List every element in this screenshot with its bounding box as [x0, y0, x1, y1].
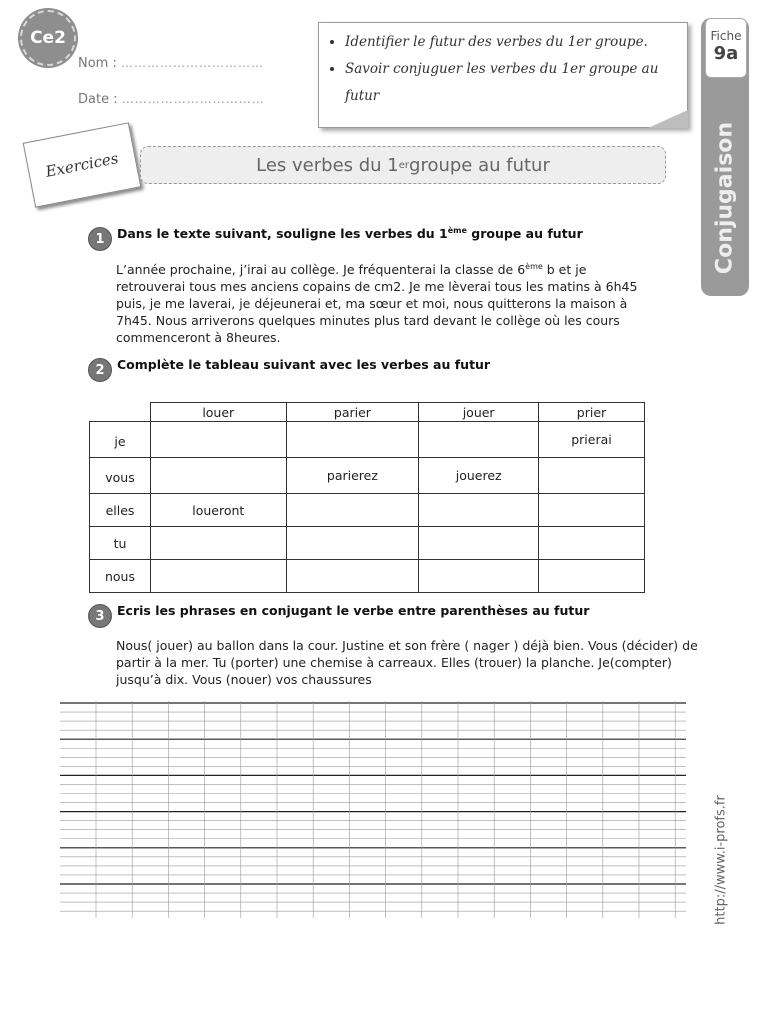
pronoun-cell: vous	[90, 458, 151, 494]
answer-cell[interactable]	[286, 527, 419, 560]
objectives-box	[318, 22, 688, 128]
answer-cell[interactable]: loueront	[151, 494, 287, 527]
pronoun-cell: tu	[90, 527, 151, 560]
table-header-row	[90, 403, 645, 422]
page-title	[140, 146, 666, 184]
exercices-label: Exercices	[44, 149, 120, 181]
fiche-box	[705, 18, 747, 78]
title-sup: er	[398, 159, 410, 171]
fiche-number: 9a	[713, 43, 739, 64]
objective-item: • Savoir conjuguer les verbes du 1er groupe au futur	[345, 56, 677, 110]
exercise-1-instruction	[117, 226, 677, 241]
verb-header: parier	[286, 403, 419, 422]
ex1-instr-sup: ème	[447, 226, 467, 235]
exercise-3-instruction: Ecris les phrases en conjugant le verbe entre parenthèses au futur	[117, 603, 590, 618]
exercise-3-text: Nous( jouer) au ballon dans la cour. Justine et son frère ( nager ) déjà bien. Vous (décider) de partir à la mer. Tu (porter) une chemise à carreaux. Elles (trouer) la planche. Je(compter) jusqu’à dix. Vous (nouer) vos chaussures	[116, 638, 698, 687]
objective-item: • Identifier le futur des verbes du 1er groupe.	[345, 29, 677, 56]
ex1-text-sup: ème	[525, 262, 543, 271]
exercise-3-number: 3	[88, 604, 112, 628]
answer-cell[interactable]	[419, 494, 539, 527]
answer-cell[interactable]	[419, 422, 539, 458]
exercices-card	[23, 122, 142, 207]
answer-cell[interactable]	[419, 527, 539, 560]
date-label: Date :	[78, 92, 118, 107]
pronoun-cell: je	[90, 422, 151, 458]
answer-cell[interactable]	[538, 527, 644, 560]
ex1-instr-b: groupe au futur	[466, 226, 583, 242]
title-rest: groupe au futur	[409, 154, 550, 176]
verb-header: jouer	[419, 403, 539, 422]
name-dots: ……………………………	[121, 56, 264, 70]
subject-vertical	[701, 113, 749, 283]
title-main: Les verbes du 1	[256, 154, 399, 176]
exercise-2-instruction: Complète le tableau suivant avec les verbes au futur	[117, 357, 491, 372]
answer-cell[interactable]: prierai	[538, 422, 644, 458]
answer-cell[interactable]	[538, 494, 644, 527]
answer-cell[interactable]	[286, 422, 419, 458]
name-field	[78, 56, 264, 71]
answer-cell[interactable]	[286, 560, 419, 593]
date-dots: ……………………………	[121, 92, 265, 106]
writing-grid[interactable]	[60, 701, 686, 918]
answer-cell[interactable]	[151, 422, 287, 458]
ex1-text-a: L’année prochaine, j’irai au collège. Je fréquenterai la classe de 6	[116, 262, 526, 278]
answer-cell[interactable]	[419, 560, 539, 593]
table-row	[90, 422, 645, 458]
conjugation-table	[89, 402, 645, 593]
exercise-2-number: 2	[88, 358, 112, 382]
subject-label: Conjugaison	[712, 121, 738, 275]
table-row	[90, 494, 645, 527]
pronoun-cell: elles	[90, 494, 151, 527]
source-url-text: http://www.i-profs.fr	[713, 795, 729, 925]
table-row	[90, 527, 645, 560]
answer-cell[interactable]	[151, 560, 287, 593]
source-url	[706, 790, 736, 930]
exercise-1-text	[116, 258, 651, 346]
date-field	[78, 92, 265, 107]
table-corner	[90, 403, 151, 422]
answer-cell[interactable]	[538, 458, 644, 494]
fiche-tab	[701, 18, 749, 296]
ex1-instr-a: Dans le texte suivant, souligne les verbes du 1	[117, 226, 448, 242]
fiche-label: Fiche	[710, 29, 742, 43]
answer-cell[interactable]: jouerez	[419, 458, 539, 494]
ex1-text-b: b et je retrouverai tous mes anciens copains de cm2. Je me lèverai tous les matins à 6h45 puis, je me laverai, je déjeunerai et, ma sœur et moi, nous quitterons la maison à 7h45. Nous arriverons quelques minutes plus tard devant le collège où les cours commenceront à 8heures.	[116, 262, 638, 346]
answer-cell[interactable]	[538, 560, 644, 593]
name-label: Nom :	[78, 56, 117, 71]
answer-cell[interactable]	[151, 527, 287, 560]
answer-cell[interactable]	[151, 458, 287, 494]
pronoun-cell: nous	[90, 560, 151, 593]
level-badge: Ce2	[20, 10, 76, 66]
table-row	[90, 458, 645, 494]
verb-header: prier	[538, 403, 644, 422]
verb-header: louer	[151, 403, 287, 422]
answer-cell[interactable]	[286, 494, 419, 527]
table-row	[90, 560, 645, 593]
answer-cell[interactable]: parierez	[286, 458, 419, 494]
exercise-1-number: 1	[88, 227, 112, 251]
page-fold	[648, 110, 688, 128]
